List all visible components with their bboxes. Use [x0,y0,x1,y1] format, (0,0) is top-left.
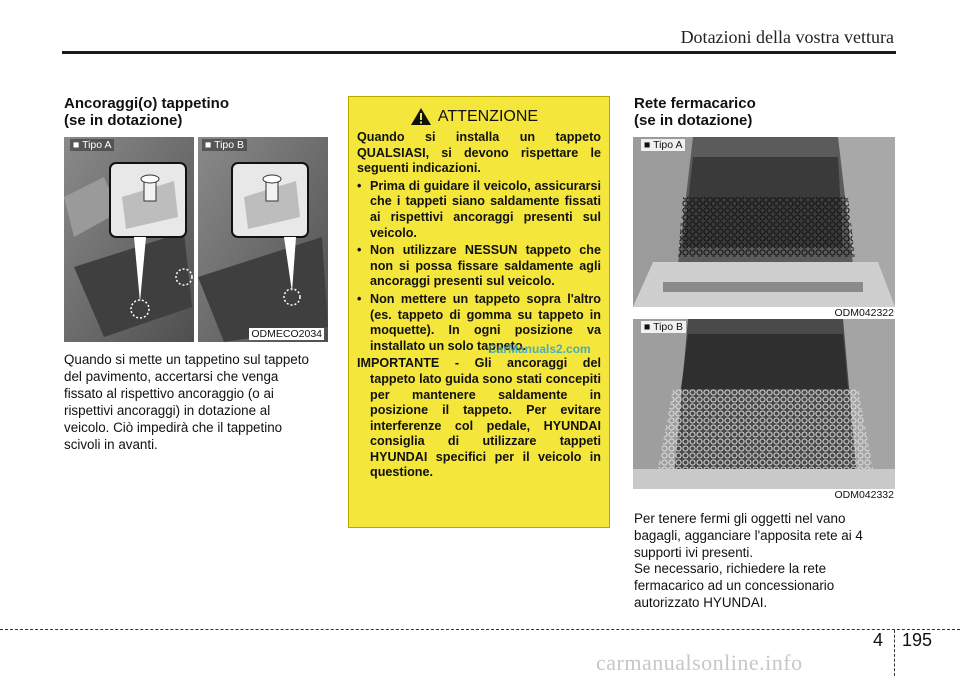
section-heading-floor-mat: Ancoraggi(o) tappetino (se in dotazione) [64,95,229,129]
figure-code-a: ODM042322 [834,307,894,319]
warning-header [347,107,601,126]
cargo-net-illustration-b [633,319,895,489]
figure-label-type-a: ■ Tipo A [70,139,114,151]
watermark-overlay: CarManuals2.com [488,342,591,356]
warning-title: ATTENZIONE [437,107,539,125]
warning-bullet: • Non utilizzare NESSUN tappeto che non si possa fissare saldamente agli ancoraggi presenti sul veicolo. [357,243,601,290]
site-watermark: carmanualsonline.info [596,650,803,675]
figure-label-type-b: ■ Tipo B [202,139,247,151]
cargo-net-paragraph-1: Per tenere fermi gli oggetti nel vano bagagli, agganciare l'apposita rete ai 4 supporti ivi presenti. [634,511,863,560]
warning-important: IMPORTANTE - Gli ancoraggi del tappeto lato guida sono stati concepiti per mantenere saldamente in posizione il tappeto. Per evitare interferenze col pedale, HYUNDAI consiglia di utilizzare tappeti HYUNDAI specifici per il veicolo in questione. [357,356,601,480]
figure-code-b: ODM042332 [834,489,894,501]
cargo-net-paragraph-2: Se necessario, richiedere la rete fermacarico ad un concessionario autorizzato HYUNDAI. [634,561,835,610]
footer-separator [894,630,895,676]
footer-divider [0,629,960,630]
warning-intro: Quando si installa un tappeto QUALSIASI, si devono rispettare le seguenti indicazioni. [357,130,601,176]
floor-mat-illustration [64,137,328,342]
warning-triangle-icon [410,107,432,126]
header-rule [62,51,896,54]
figure-label-type-b: ■ Tipo B [641,321,686,333]
running-header: Dotazioni della vostra vettura [680,27,894,47]
figure-code: ODMECO2034 [251,328,322,340]
floor-mat-paragraph: Quando si mette un tappetino sul tappeto del pavimento, accertarsi che venga fissato al rispettivo ancoraggio (o ai rispettivi ancoraggi) in dotazione al veicolo. Ciò impedirà che il tappetino scivoli in avanti. [64,352,309,452]
warning-bullets [357,179,601,355]
page-number: 195 [902,630,933,650]
warning-bullet: • Non mettere un tappeto sopra l'altro (es. tappeto di gomma su tappeto in moquette). In ogni posizione va installato un solo tappeto. [357,292,601,354]
chapter-number: 4 [873,630,884,650]
warning-box [348,96,610,528]
section-heading-cargo-net: Rete fermacarico (se in dotazione) [634,95,756,129]
cargo-net-illustration-a [633,137,895,307]
warning-bullet: • Prima di guidare il veicolo, assicurarsi che i tappeti siano saldamente fissati ai rispettivi ancoraggi presenti sul veicolo. [357,179,601,241]
cargo-net-figure-type-b [633,319,895,489]
cargo-net-figure-type-a [633,137,895,307]
figure-label-type-a: ■ Tipo A [641,139,685,151]
floor-mat-anchor-figure [64,137,328,342]
